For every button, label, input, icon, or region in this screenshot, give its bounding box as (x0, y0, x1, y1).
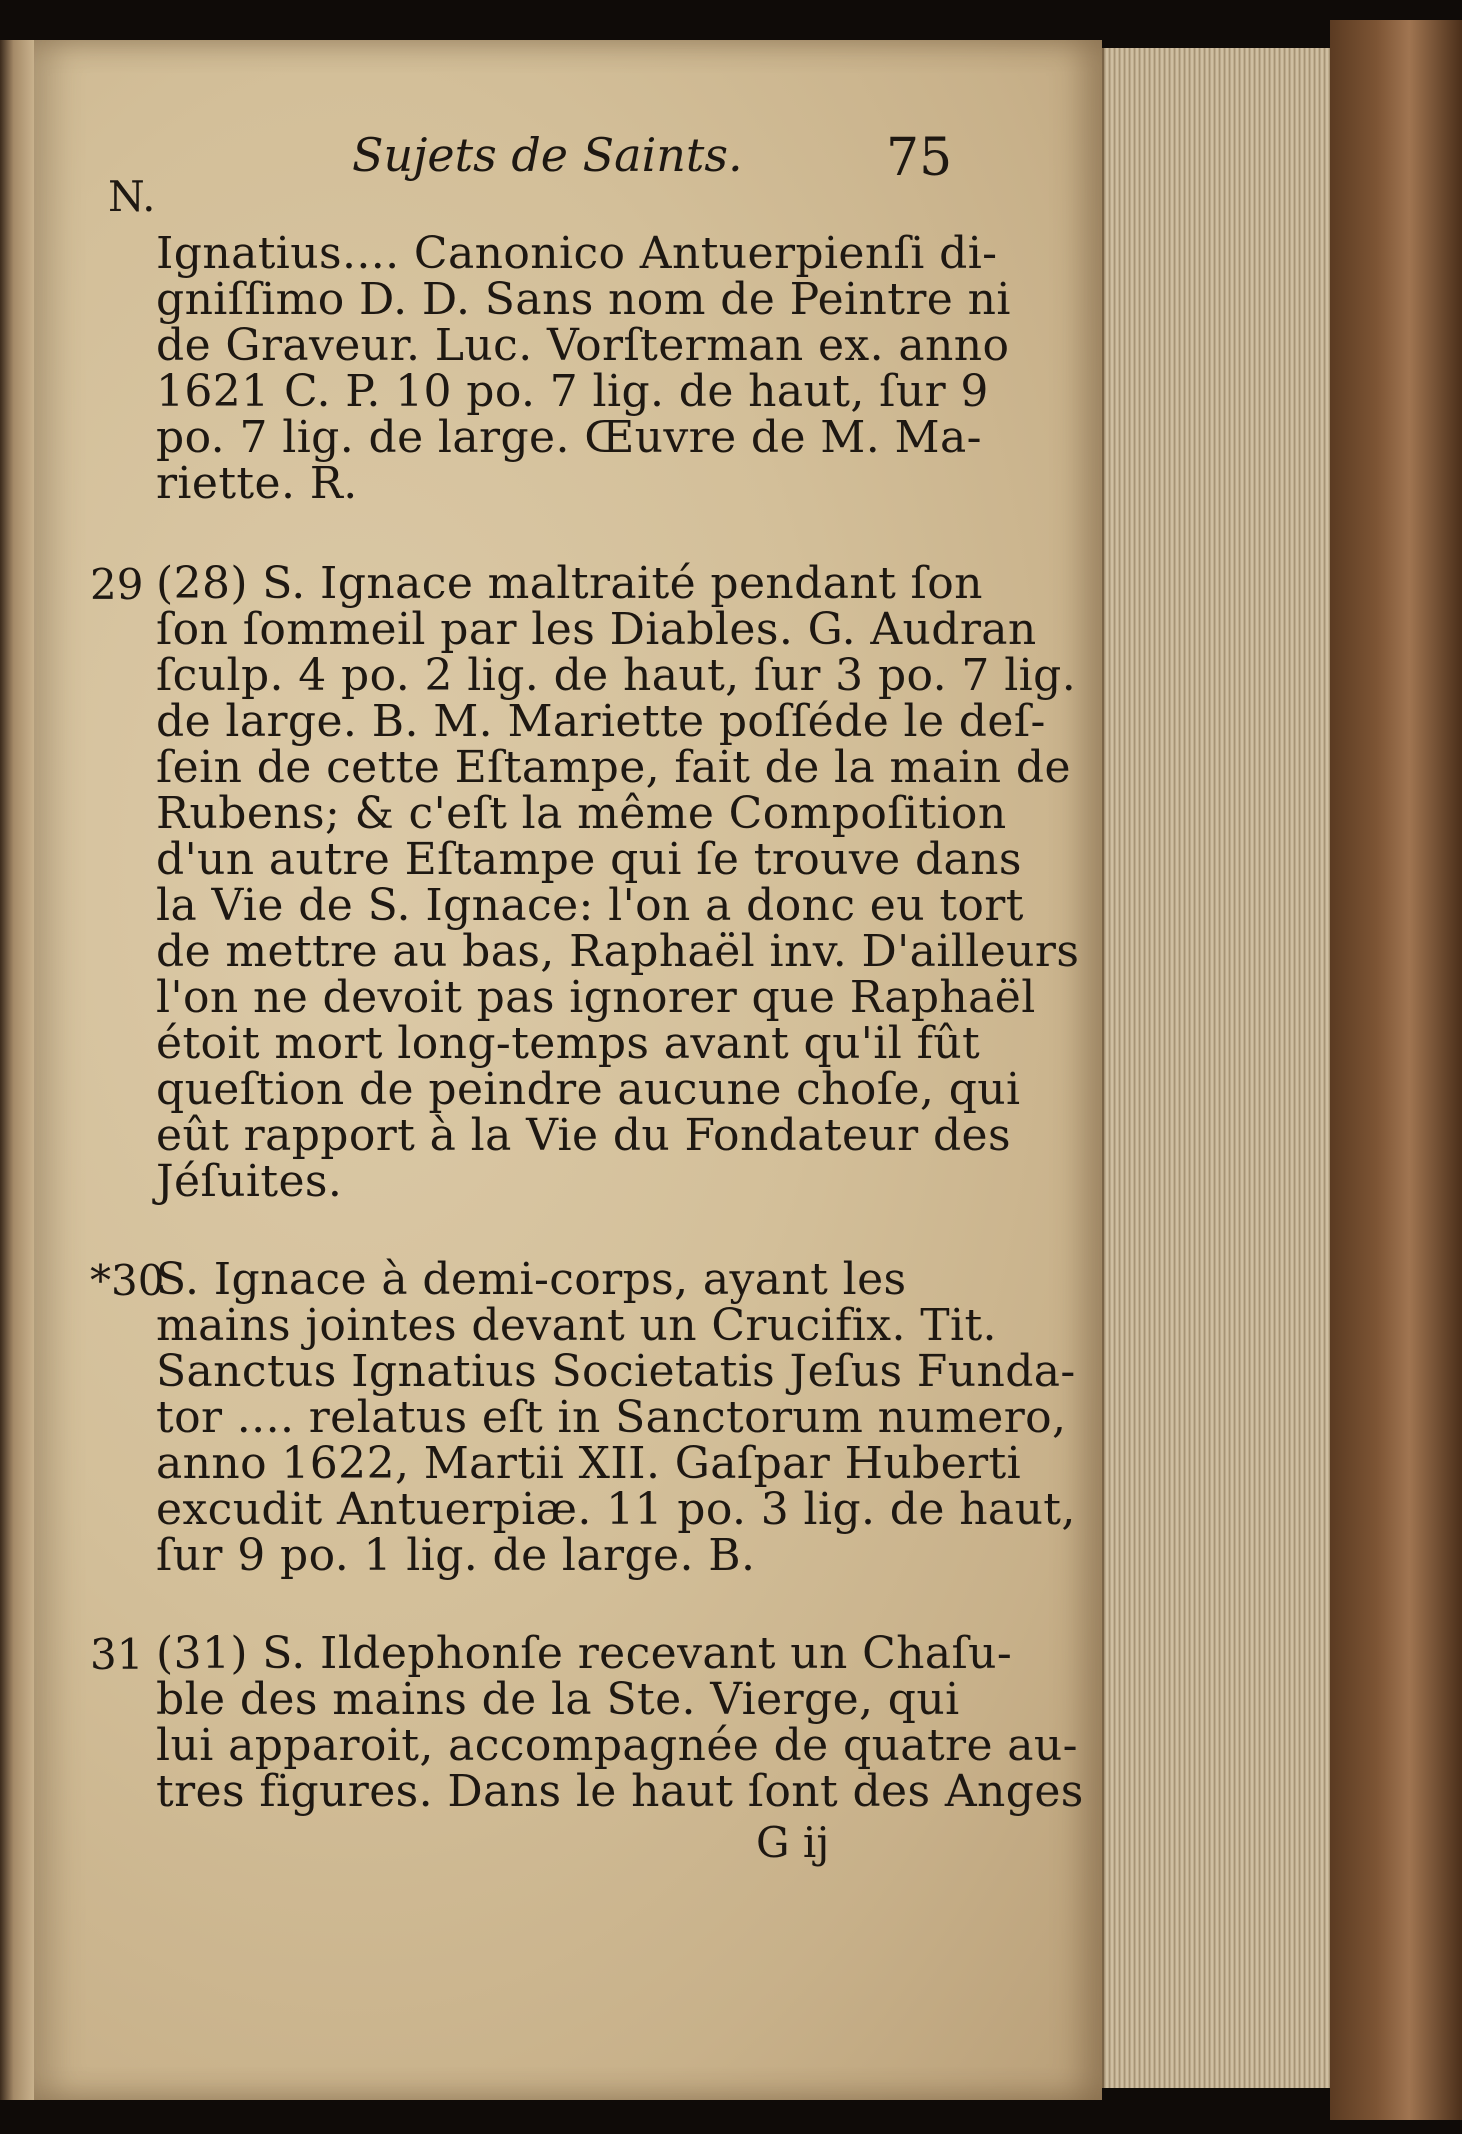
entry-line: (31) S. Ildephonſe recevant un Chaſu- (156, 1628, 1013, 1679)
running-title: Sujets de Saints. (352, 128, 743, 182)
entry-line: (28) S. Ignace maltraité pendant ſon (156, 558, 983, 609)
entry-line: po. 7 lig. de large. Œuvre de M. Ma- (156, 412, 982, 463)
entry-line: la Vie de S. Ignace: l'on a donc eu tort (156, 880, 1024, 931)
entry-line: lui apparoit, accompagnée de quatre au- (156, 1720, 1078, 1771)
previous-page-edge (0, 40, 35, 2100)
entry-line: Ignatius.... Canonico Antuerpienſi di- (156, 228, 998, 279)
entry-line: queſtion de peindre aucune choſe, qui (156, 1064, 1021, 1115)
entry-line: riette. R. (156, 458, 358, 509)
signature-letter: N. (108, 172, 156, 221)
entry-line: de Graveur. Luc. Vorſterman ex. anno (156, 320, 1010, 371)
entry-line: étoit mort long-temps avant qu'il fût (156, 1018, 981, 1069)
entry-line: Rubens; & c'eſt la même Compoſition (156, 788, 1007, 839)
page-number: 75 (886, 128, 953, 188)
entry-line: 1621 C. P. 10 po. 7 lig. de haut, ſur 9 (156, 366, 989, 417)
entry-line: ſein de cette Eſtampe, fait de la main de (156, 742, 1071, 793)
book-cover-edge (1330, 20, 1462, 2120)
entry-line: eût rapport à la Vie du Fondateur des (156, 1110, 1011, 1161)
entry-line: anno 1622, Martii XII. Gaſpar Huberti (156, 1438, 1022, 1489)
entry-line: ble des mains de la Ste. Vierge, qui (156, 1674, 960, 1725)
entry-line: S. Ignace à demi-corps, ayant les (156, 1254, 907, 1305)
entry-line: mains jointes devant un Crucifix. Tit. (156, 1300, 997, 1351)
entry-line: excudit Antuerpiæ. 11 po. 3 lig. de haut, (156, 1484, 1076, 1535)
entry-line: de large. B. M. Mariette poſſéde le deſ- (156, 696, 1046, 747)
entry-line: tor .... relatus eſt in Sanctorum numero, (156, 1392, 1067, 1443)
entry-line: ſur 9 po. 1 lig. de large. B. (156, 1530, 756, 1581)
entry-line: gniſſimo D. D. Sans nom de Peintre ni (156, 274, 1011, 325)
entry-line: ſculp. 4 po. 2 lig. de haut, ſur 3 po. 7 lig. (156, 650, 1077, 701)
entry-number: 31 (90, 1630, 144, 1679)
signature-mark: G ij (756, 1818, 830, 1867)
entry-line: d'un autre Eſtampe qui ſe trouve dans (156, 834, 1022, 885)
entry-number: *30 (90, 1256, 165, 1305)
entry-line: ſon ſommeil par les Diables. G. Audran (156, 604, 1037, 655)
entry-line: l'on ne devoit pas ignorer que Raphaël (156, 972, 1036, 1023)
entry-line: tres figures. Dans le haut ſont des Anges (156, 1766, 1084, 1817)
entry-line: Jéſuites. (156, 1156, 343, 1207)
entry-line: de mettre au bas, Raphaël inv. D'ailleurs (156, 926, 1080, 977)
entry-line: Sanctus Ignatius Societatis Jeſus Funda- (156, 1346, 1076, 1397)
entry-number: 29 (90, 560, 144, 609)
